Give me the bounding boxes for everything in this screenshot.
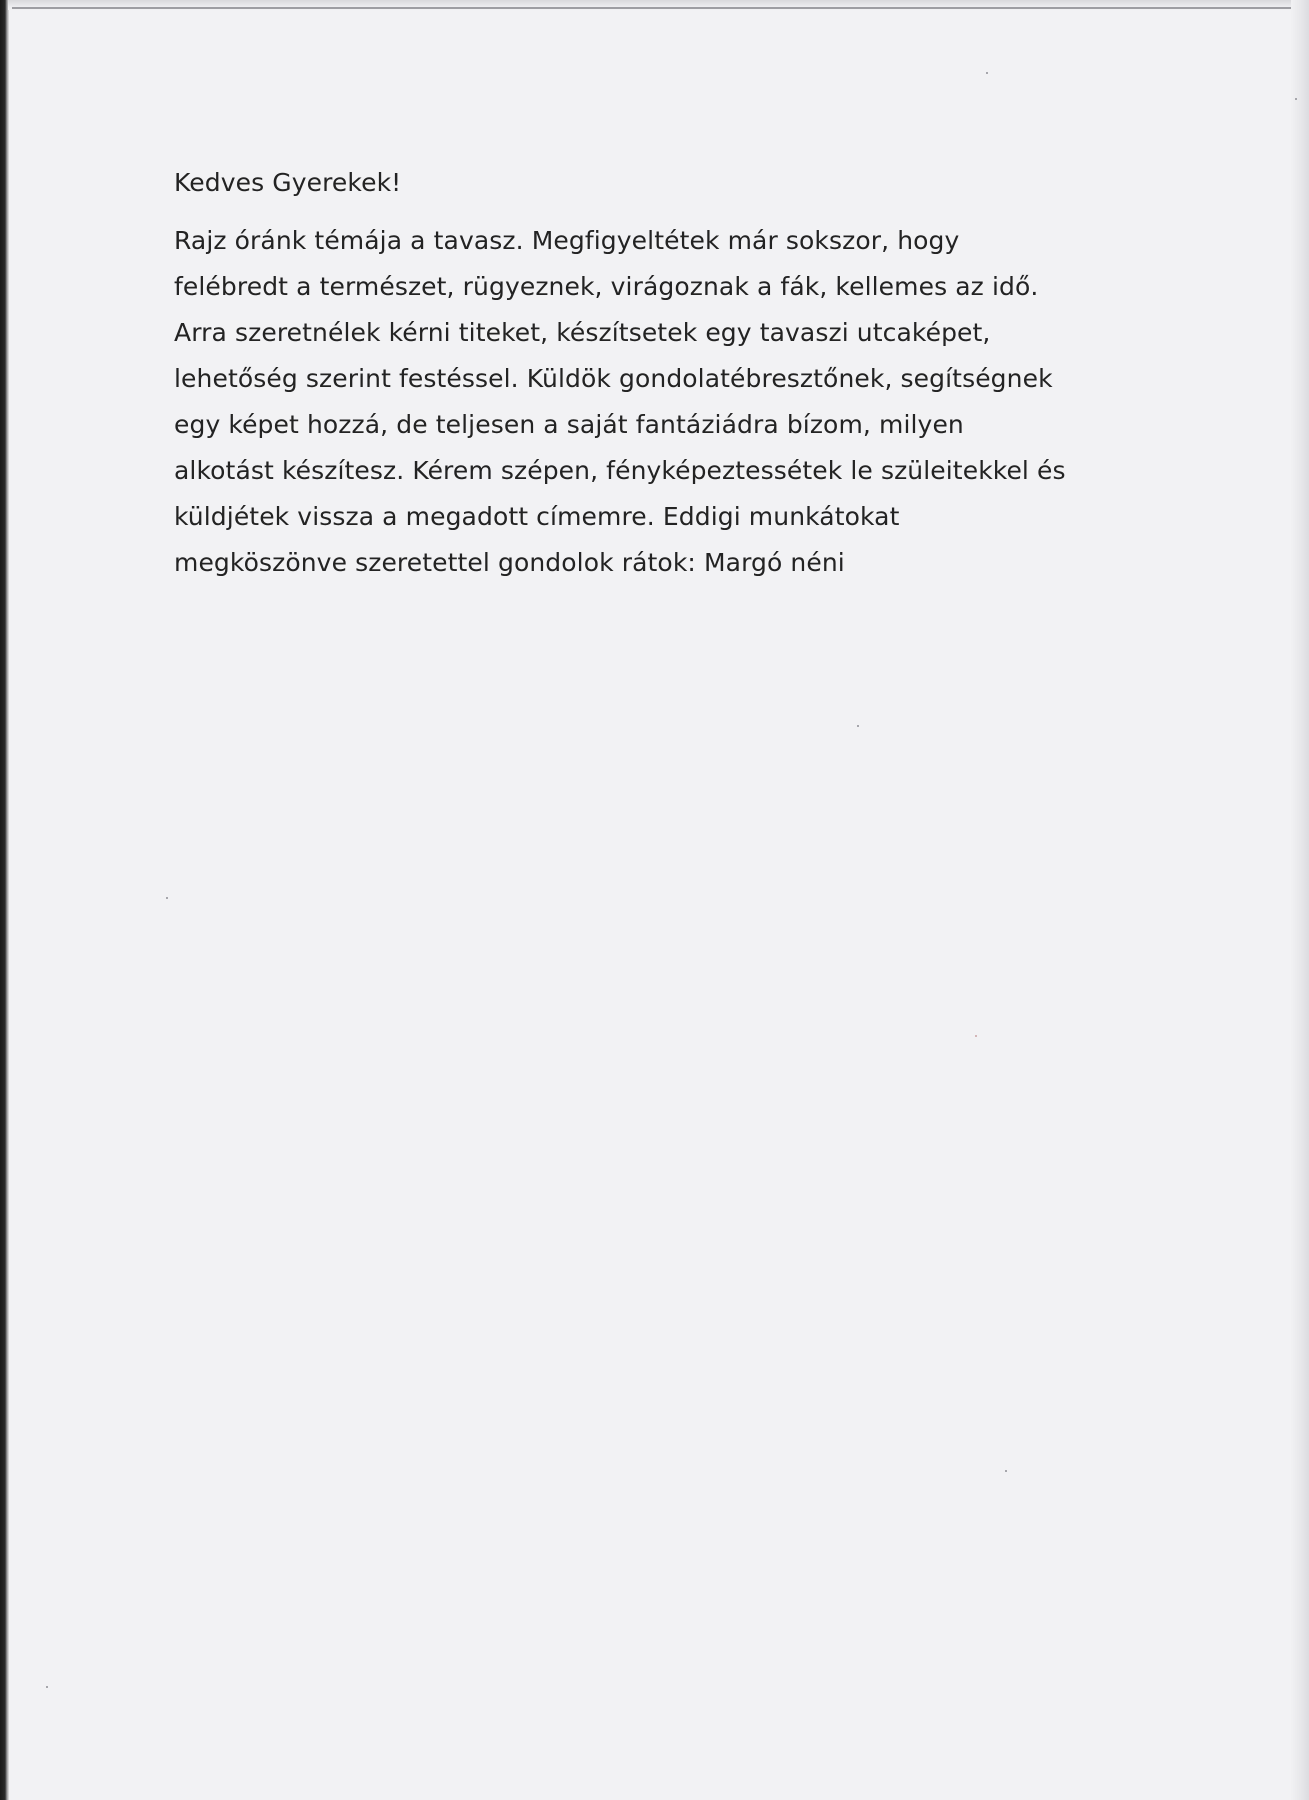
scanner-left-edge xyxy=(0,0,9,1800)
letter-greeting: Kedves Gyerekek! xyxy=(174,168,402,197)
scan-speck xyxy=(857,725,859,727)
letter-body-line: Arra szeretnélek kérni titeket, készítsetek egy tavaszi utcaképet, xyxy=(174,318,991,347)
paper-top-border xyxy=(12,7,1292,9)
letter-body-line: megköszönve szeretettel gondolok rátok: Margó néni xyxy=(174,548,845,577)
letter-body-line: küldjétek vissza a megadott címemre. Eddigi munkátokat xyxy=(174,502,900,531)
letter-body-line: lehetőség szerint festéssel. Küldök gondolatébresztőnek, segítségnek xyxy=(174,364,1053,393)
letter-body-line: felébredt a természet, rügyeznek, virágoznak a fák, kellemes az idő. xyxy=(174,272,1039,301)
letter-body-line: egy képet hozzá, de teljesen a saját fantáziádra bízom, milyen xyxy=(174,410,964,439)
letter-text xyxy=(174,160,1174,586)
letter-body-line: alkotást készítesz. Kérem szépen, fényképeztessétek le szüleitekkel és xyxy=(174,456,1066,485)
letter-body-line: Rajz óránk témája a tavasz. Megfigyeltétek már sokszor, hogy xyxy=(174,226,960,255)
scan-speck xyxy=(1005,1470,1007,1472)
scan-speck xyxy=(166,897,168,899)
scan-speck xyxy=(986,72,988,74)
scanner-right-edge xyxy=(1291,0,1309,1800)
letter-body xyxy=(174,218,1174,586)
scan-speck xyxy=(1295,98,1297,100)
scan-speck xyxy=(975,1035,977,1037)
scan-speck xyxy=(46,1686,48,1688)
